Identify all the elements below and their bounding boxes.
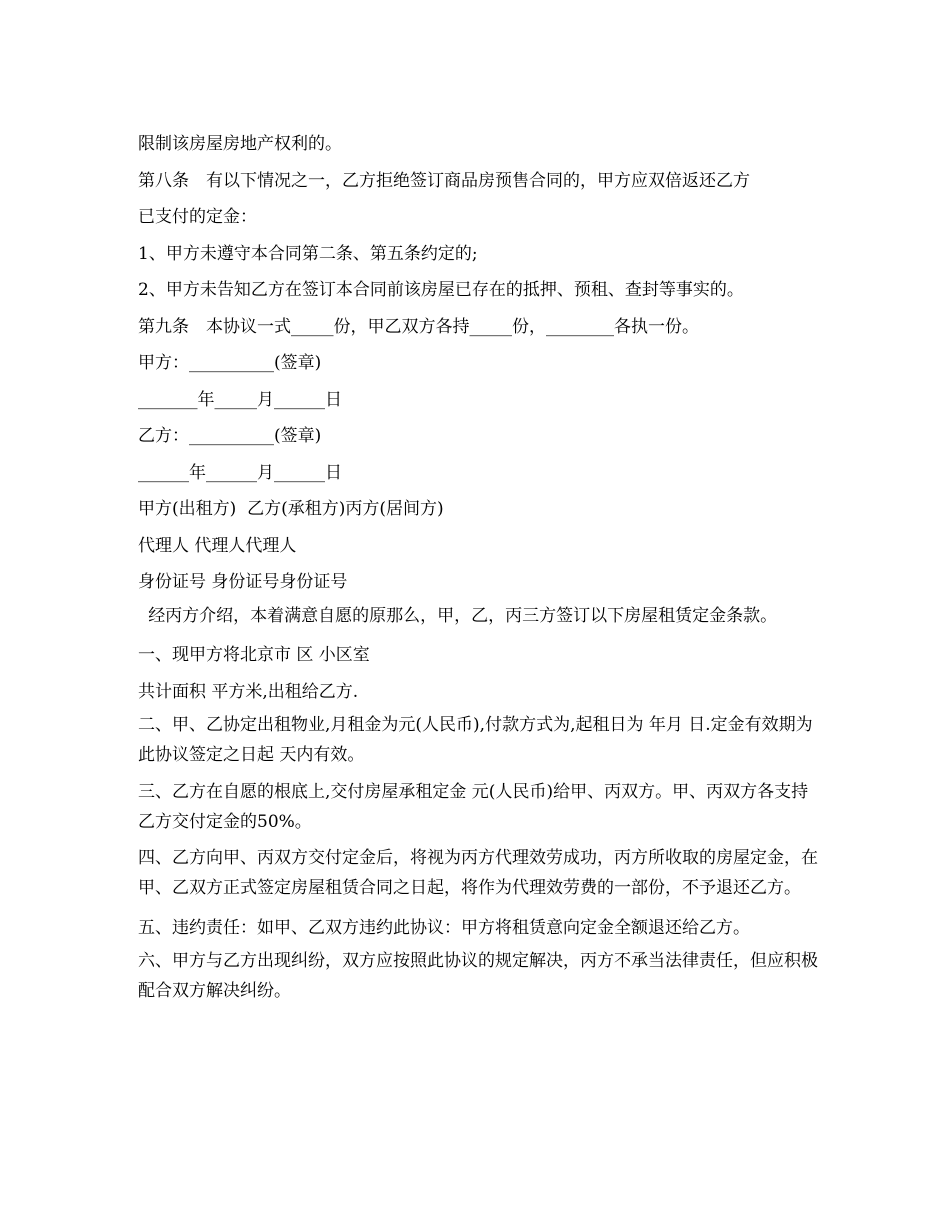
parties-header: 甲方(出租方) 乙方(承租方)丙方(居间方) — [138, 499, 444, 519]
party-b-date: ______年______月______日 — [138, 462, 342, 483]
clause-8-heading: 第八条 有以下情况之一，乙方拒绝签订商品房预售合同的，甲方应双倍返还乙方 — [138, 170, 750, 191]
term-5: 五、违约责任：如甲、乙双方违约此协议：甲方将租赁意向定金全额退还给乙方。 — [138, 917, 750, 938]
term-1-area: 共计面积 平方米,出租给乙方. — [138, 681, 359, 702]
id-numbers-row: 身份证号 身份证号身份证号 — [138, 572, 348, 592]
party-a-signature: 甲方：__________(签章) — [138, 353, 322, 373]
document-body — [138, 126, 818, 1013]
clause-8-item-2: 2、甲方未告知乙方在签订本合同前该房屋已存在的抵押、预租、查封等事实的。 — [138, 280, 744, 300]
intro-paragraph: 经丙方介绍，本着满意自愿的原那么，甲，乙，丙三方签订以下房屋租赁定金条款。 — [148, 605, 778, 626]
term-1: 一、现甲方将北京市 区 小区室 — [138, 645, 370, 665]
term-6: 六、甲方与乙方出现纠纷，双方应按照此协议的规定解决，丙方不承当法律责任，但应积极配合双方解决纠纷。 — [138, 951, 818, 1001]
party-b-signature: 乙方：__________(签章) — [138, 426, 322, 446]
term-2: 二、甲、乙协定出租物业,月租金为元(人民币),付款方式为,起租日为 年月 日.定金有效期为此协议签定之日起 天内有效。 — [138, 715, 813, 765]
clause-9: 第九条 本协议一式_____份，甲乙双方各持_____份，________各执一份。 — [138, 316, 699, 337]
agents-row: 代理人 代理人代理人 — [138, 535, 297, 556]
text-line: 已支付的定金： — [138, 207, 257, 227]
party-a-date: _______年_____月______日 — [138, 389, 342, 410]
text-line: 限制该房屋房地产权利的。 — [138, 134, 342, 154]
clause-8-item-1: 1、甲方未遵守本合同第二条、第五条约定的; — [138, 243, 478, 264]
term-4: 四、乙方向甲、丙双方交付定金后，将视为丙方代理效劳成功，丙方所收取的房屋定金，在甲、乙双方正式签定房屋租赁合同之日起，将作为代理效劳费的一部份，不予退还乙方。 — [138, 848, 818, 898]
term-3: 三、乙方在自愿的根底上,交付房屋承租定金 元(人民币)给甲、丙双方。甲、丙双方各支持乙方交付定金的50%。 — [138, 781, 809, 832]
